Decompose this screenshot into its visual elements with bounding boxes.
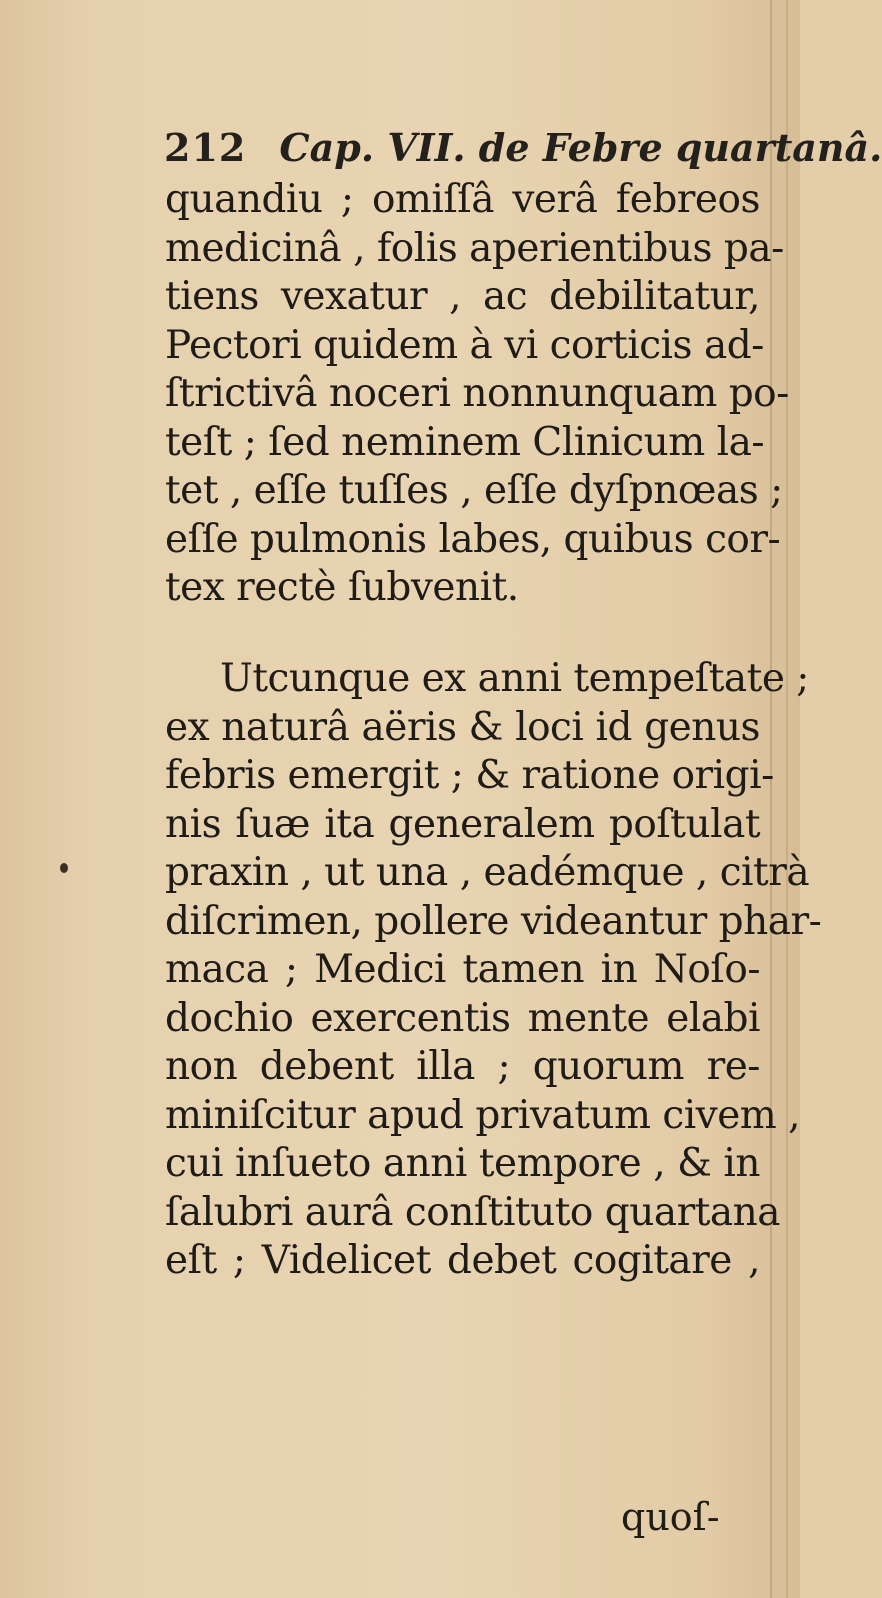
text-line: nis ſuæ ita generalem poſtulat: [165, 801, 760, 847]
text-line: teſt ; ſed neminem Clinicum la-: [165, 419, 765, 465]
text-line: quandiu ; omiſſâ verâ febreos: [165, 177, 760, 222]
text-line: Utcunque ex anni tempeſtate ;: [220, 656, 809, 701]
ink-spot: [60, 863, 68, 873]
text-line: Pectori quidem à vi corticis ad-: [165, 322, 764, 368]
text-line: diſcrimen, pollere videantur phar-: [165, 898, 822, 944]
paragraph-1: [165, 176, 789, 613]
paragraph-2: [165, 655, 822, 1286]
text-line: ſalubri aurâ conſtituto quartana: [165, 1189, 781, 1235]
text-line: medicinâ , folis aperientibus pa-: [165, 225, 784, 271]
text-line: tet , eſſe tuſſes , eſſe dyſpnœas ;: [165, 468, 783, 513]
text-line: dochio exercentis mente elabi: [165, 995, 760, 1041]
text-line: cui inſueto anni tempore , & in: [165, 1141, 760, 1186]
text-line: ſtrictivâ noceri nonnunquam po-: [165, 371, 789, 416]
text-line: tiens vexatur , ac debilitatur,: [165, 274, 760, 319]
text-line: non debent illa ; quorum re-: [165, 1044, 760, 1089]
text-line: eſt ; Videlicet debet cogitare ,: [165, 1238, 760, 1283]
running-header: [164, 125, 882, 175]
text-line: maca ; Medici tamen in Noſo-: [165, 947, 760, 992]
page-number: 212: [164, 125, 247, 170]
text-line: febris emergit ; & ratione origi-: [165, 753, 774, 798]
catchword: quoſ-: [621, 1495, 720, 1539]
page-edge-shadow: [786, 0, 788, 1598]
running-title: Cap. VII. de Febre quartanâ.: [279, 125, 882, 170]
text-line: ex naturâ aëris & loci id genus: [165, 704, 760, 750]
text-line: miniſcitur apud privatum civem ,: [165, 1092, 801, 1138]
text-line: praxin , ut una , eadémque , citrà: [165, 850, 810, 895]
text-line: tex rectè ſubvenit.: [165, 565, 519, 610]
text-line: eſſe pulmonis labes, quibus cor-: [165, 516, 781, 562]
